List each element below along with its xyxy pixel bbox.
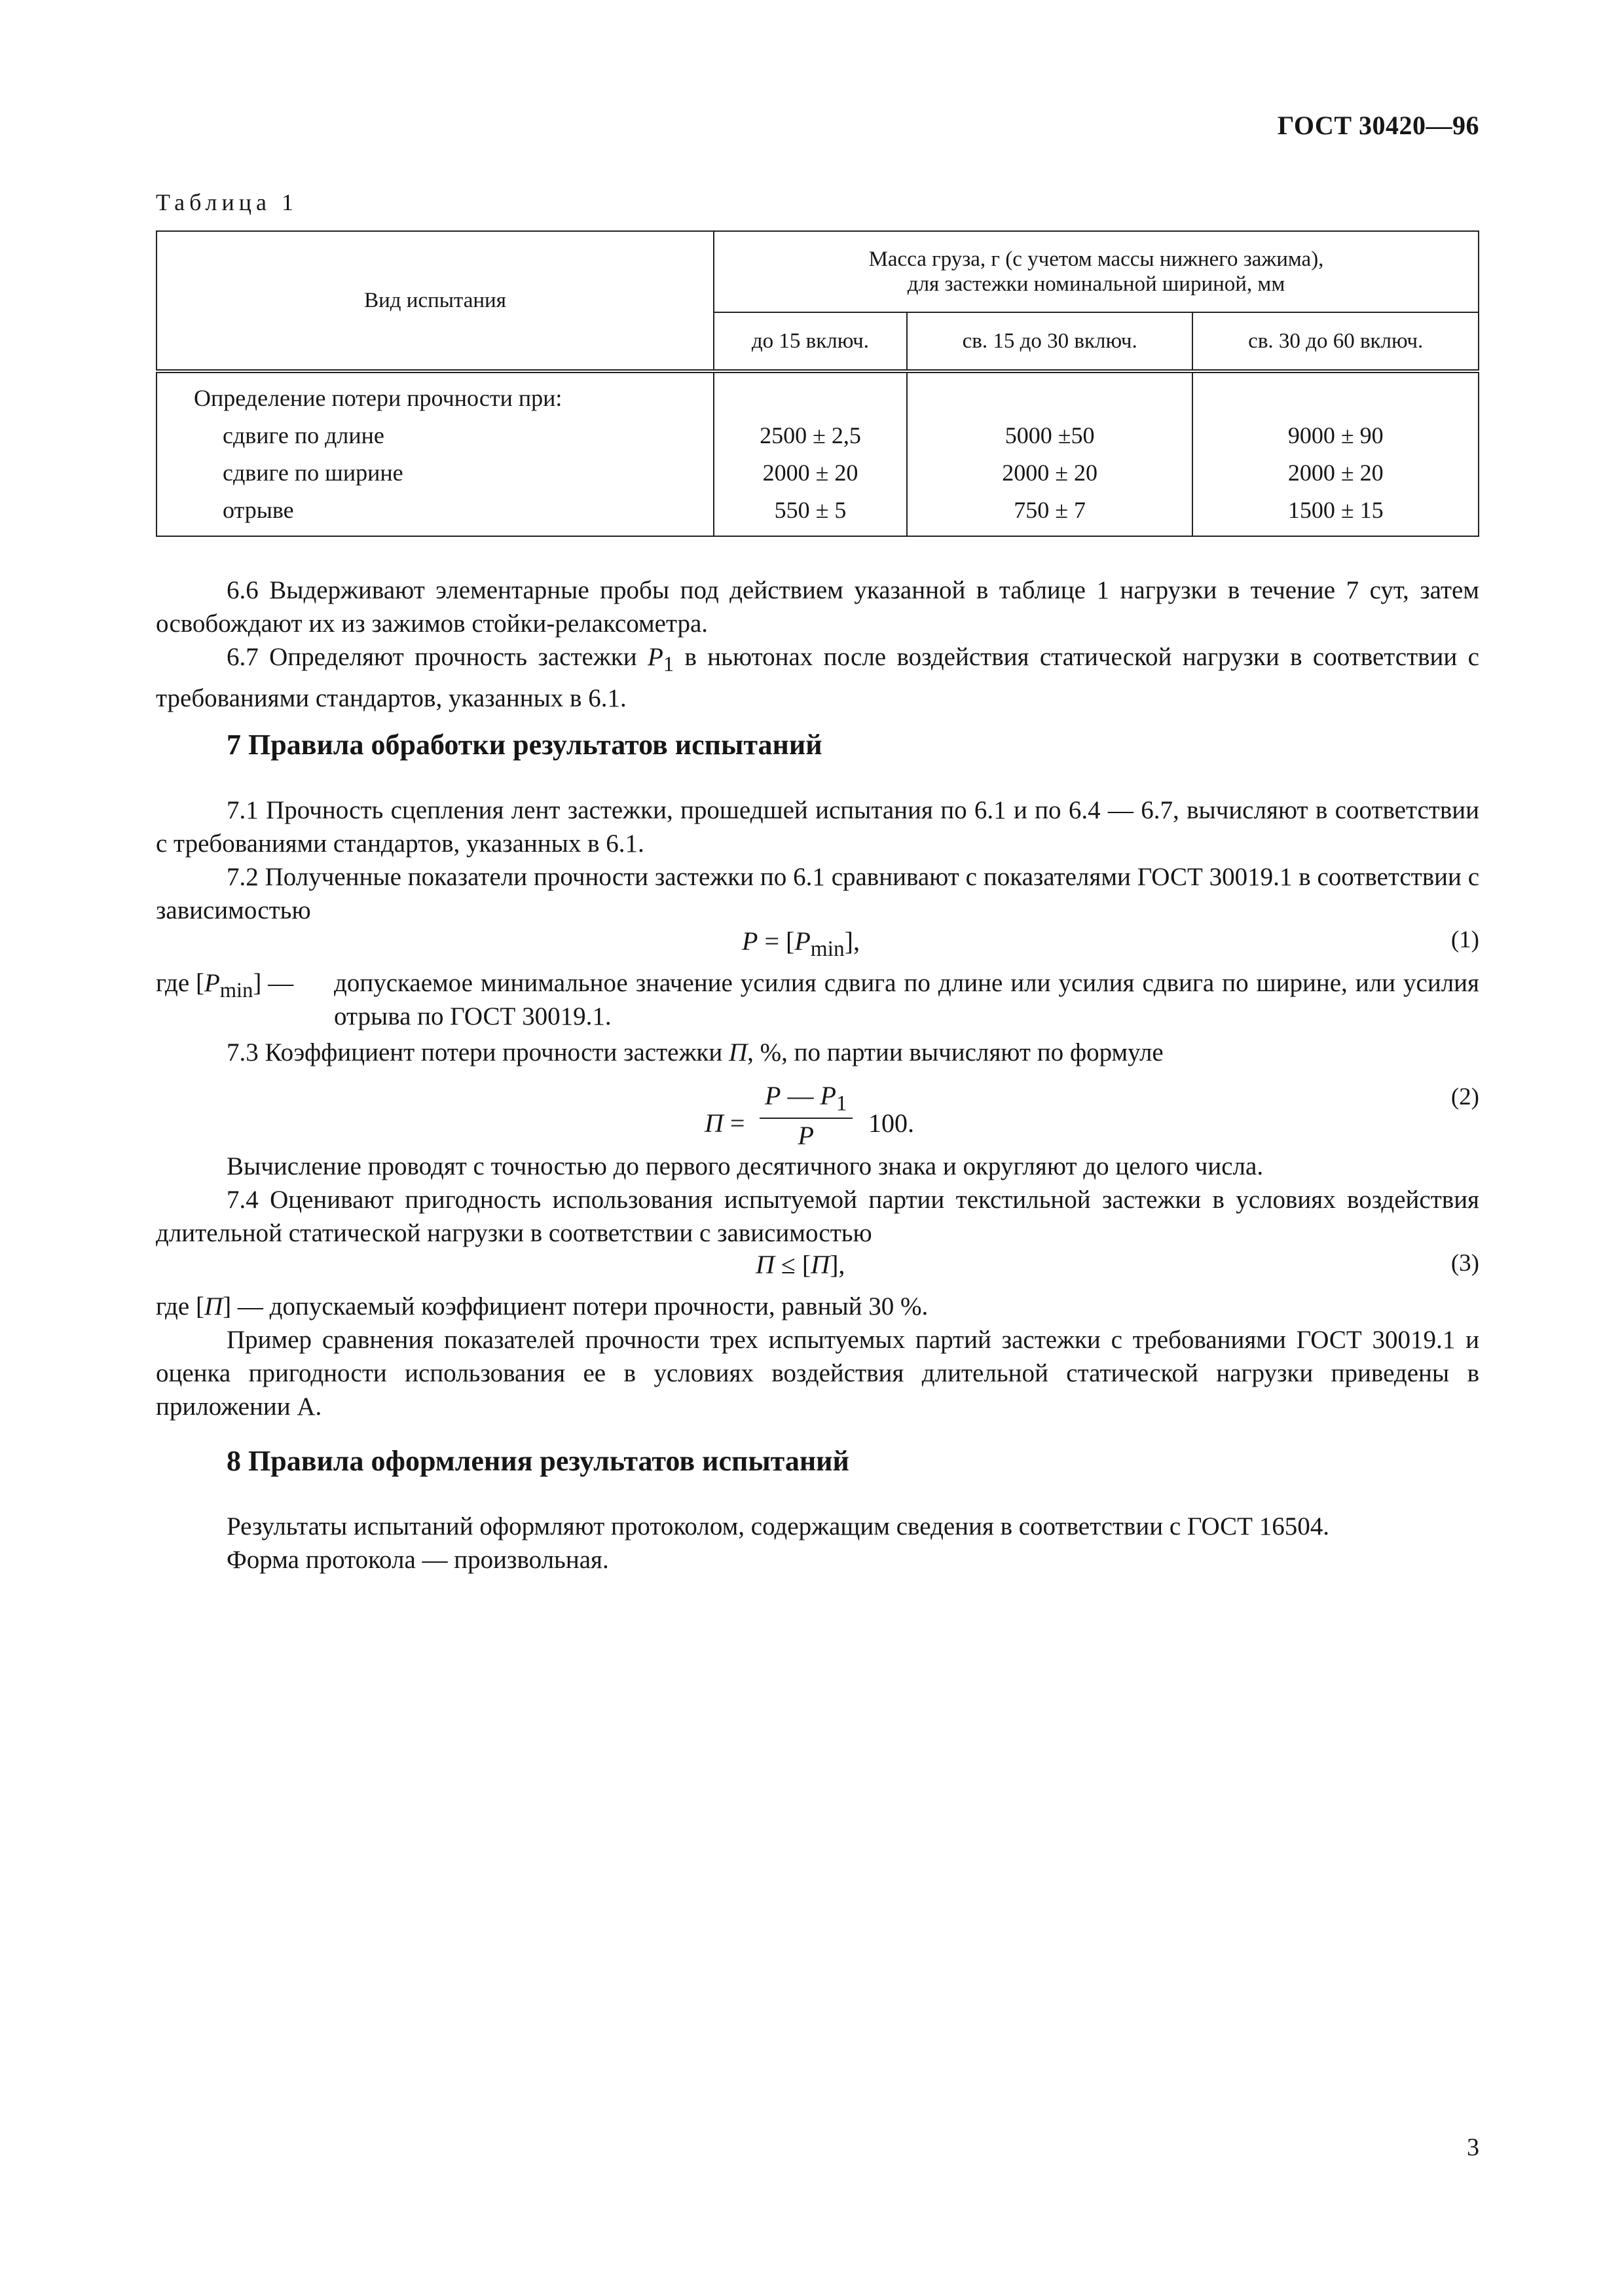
clause-6-7: 6.7 Определяют прочность застежки $P_1$ в ньютонах после воздействия статической нагрузки в соответствии с требованиями стандартов, указанных в 6.1.	[156, 643, 1479, 712]
formula-number: (2)	[1450, 1084, 1479, 1110]
table-cell-values: 2500 ± 2,5 2000 ± 20 550 ± 5	[714, 371, 907, 536]
table-cell-values: 5000 ±50 2000 ± 20 750 ± 7	[907, 371, 1193, 536]
table-cell-values: 9000 ± 90 2000 ± 20 1500 ± 15	[1192, 371, 1479, 536]
clause-7-4: 7.4 Оценивают пригодность использования испытуемой партии текстильной застежки в условиях воздействия длительной статической нагрузки в соответствии с зависимостью	[156, 1186, 1479, 1247]
table-caption: Таблица 1	[156, 189, 298, 215]
example-note: Пример сравнения показателей прочности трех испытуемых партий застежки с требованиями ГОСТ 30019.1 и оценка пригодности использования ее в условиях воздействия длительной статической нагрузки приведены в приложении А.	[156, 1326, 1479, 1421]
fraction: $\frac{P — P_1}{P}$	[760, 1080, 853, 1151]
table-header-mass: Масса груза, г (с учетом массы нижнего зажима), для застежки номинальной шириной, мм	[714, 231, 1479, 312]
clause-6-6-6-7	[156, 574, 1479, 715]
clause-7-2: 7.2 Полученные показатели прочности застежки по 6.1 сравнивают с показателями ГОСТ 30019.1 в соответствии с зависимостью	[156, 863, 1479, 924]
calc-and-clause-7-4	[156, 1150, 1479, 1250]
page-number: 3	[1467, 2134, 1479, 2161]
clauses-7-1-7-2	[156, 793, 1479, 927]
section-8-body	[156, 1510, 1479, 1576]
formula-1-explanation: где $[P_{min}]$ — допускаемое минимальное значение усилия сдвига по длине или усилия сдвига по ширине, или усилия отрыва по ГОСТ 30019.1.	[156, 969, 1479, 1030]
table-header-test-type: Вид испытания	[157, 231, 714, 371]
table-cell-label: Определение потери прочности при: сдвиге по длине сдвиге по ширине отрыве	[157, 371, 714, 536]
formula-3-explanation-and-example: где [П] — допускаемый коэффициент потери прочности, равный 30 %. Пример сравнения показателей прочности трех испытуемых партий застежки с требованиями ГОСТ 30019.1 и оценка пригодности использования ее в условиях воздействия длительной статической нагрузки приведены в приложении А.	[156, 1290, 1479, 1423]
table-row	[157, 371, 1479, 536]
clause-7-1: 7.1 Прочность сцепления лент застежки, прошедшей испытания по 6.1 и по 6.4 — 6.7, вычисляют в соответствии с требованиями стандартов, указанных в 6.1.	[156, 796, 1479, 858]
table-1	[156, 230, 1479, 537]
table-subheader: до 15 включ.	[714, 312, 907, 371]
formula-1: $P = [P_{min}]$, (1)	[742, 926, 1479, 961]
table-subheader: св. 15 до 30 включ.	[907, 312, 1193, 371]
calculation-note: Вычисление проводят с точностью до первого десятичного знака и округляют до целого числа.	[227, 1152, 1264, 1180]
formula-2: П = $\frac{P — P_1}{P}$ 100. (2)	[705, 1081, 1479, 1150]
section-7-title: 7 Правила обработки результатов испытаний	[227, 729, 822, 761]
formula-number: (1)	[1450, 926, 1479, 953]
clause-8-form: Форма протокола — произвольная.	[227, 1546, 609, 1574]
formula-3: П ≤ [П], (3)	[756, 1250, 1479, 1279]
clause-6-6: 6.6 Выдерживают элементарные пробы под действием указанной в таблице 1 нагрузки в течение 7 сут, затем освобождают их из зажимов стойки-релаксометра.	[156, 576, 1479, 638]
clause-8-results: Результаты испытаний оформляют протоколом, содержащим сведения в соответствии с ГОСТ 16504.	[227, 1512, 1329, 1540]
clause-7-3: 7.3 Коэффициент потери прочности застежки П, %, по партии вычисляют по формуле	[227, 1038, 1164, 1066]
table-subheader: св. 30 до 60 включ.	[1192, 312, 1479, 371]
document-header: ГОСТ 30420—96	[1277, 111, 1479, 140]
formula-number: (3)	[1450, 1250, 1479, 1277]
section-8-title: 8 Правила оформления результатов испытаний	[227, 1445, 849, 1477]
